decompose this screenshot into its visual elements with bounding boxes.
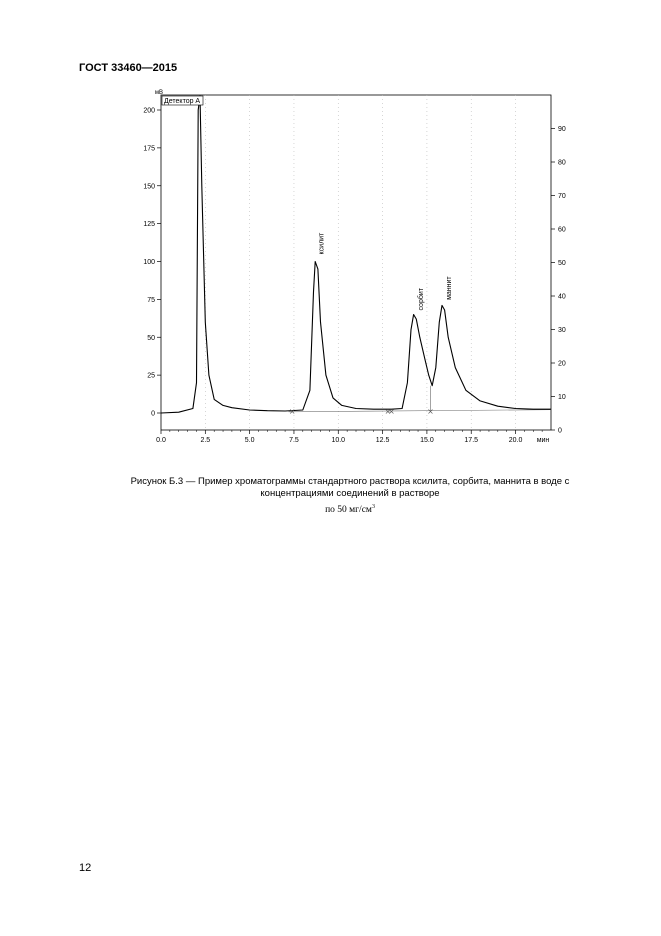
x-tick-label: 5.0 xyxy=(244,437,255,444)
peak-label: маннит xyxy=(446,276,454,300)
y2-tick-label: 50 xyxy=(558,260,566,267)
baseline-line xyxy=(289,410,551,412)
y-tick-label: 175 xyxy=(143,145,155,153)
x-tick-label: 12.5 xyxy=(375,437,390,444)
detector-label: Детектор А xyxy=(164,98,201,105)
y-tick-label: 150 xyxy=(143,183,155,191)
y2-tick-label: 0 xyxy=(558,427,562,435)
caption-unit-exponent: 3 xyxy=(371,504,375,510)
y2-tick-label: 70 xyxy=(558,193,566,200)
figure-caption-line2: концентрациями соединений в растворе xyxy=(260,488,440,499)
figure-caption-line3 xyxy=(100,501,600,516)
y-tick-label: 125 xyxy=(143,221,155,229)
peak-label: сорбит xyxy=(417,288,425,311)
y-tick-label: 50 xyxy=(147,334,155,342)
figure-caption-line1: Рисунок Б.3 — Пример хроматограммы стандартного раствора ксилита, сорбита, маннита в воде с xyxy=(130,476,570,487)
y-tick-label: 0 xyxy=(151,410,155,418)
y2-tick-label: 60 xyxy=(558,226,566,234)
x-tick-label: 10.0 xyxy=(331,437,346,444)
x-tick-label: 7.5 xyxy=(289,437,299,444)
x-unit-label: мин xyxy=(536,437,550,444)
y2-tick-label: 40 xyxy=(558,293,566,301)
y-tick-label: 75 xyxy=(147,296,155,304)
y-tick-label: 100 xyxy=(143,259,155,266)
x-tick-label: 2.5 xyxy=(200,437,211,444)
x-tick-label: 20.0 xyxy=(508,437,523,444)
y2-tick-label: 80 xyxy=(558,159,566,167)
y2-tick-label: 90 xyxy=(558,126,566,133)
plot-frame xyxy=(161,95,551,430)
peak-label: ксилит xyxy=(318,232,326,255)
y2-tick-label: 30 xyxy=(558,327,566,334)
caption-concentration: по 50 мг/см xyxy=(325,505,372,516)
y2-tick-label: 10 xyxy=(558,394,566,401)
y-unit-label: мВ xyxy=(154,90,164,96)
y-tick-label: 25 xyxy=(147,372,155,380)
x-tick-label: 0.0 xyxy=(156,437,166,444)
document-header: ГОСТ 33460—2015 xyxy=(79,62,178,74)
y2-tick-label: 20 xyxy=(558,360,566,368)
page-number: 12 xyxy=(79,862,92,874)
x-tick-label: 17.5 xyxy=(464,437,479,444)
y-tick-label: 200 xyxy=(143,107,155,115)
chromatogram-trace xyxy=(161,96,551,413)
x-tick-label: 15.0 xyxy=(420,437,434,444)
